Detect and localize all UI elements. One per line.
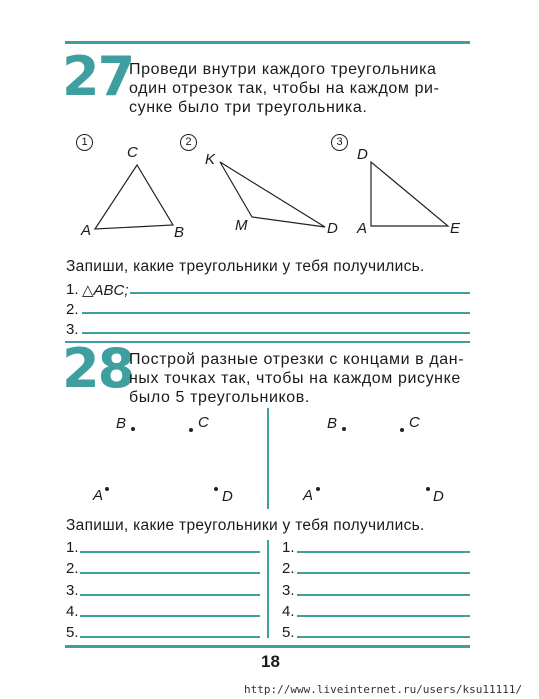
task-27-answer-2-number: 2. <box>66 301 79 318</box>
task-28-answer-heading: Запиши, какие треугольники у тебя получились. <box>66 517 425 534</box>
figure-2-label-k: K <box>205 151 216 168</box>
triangle-dae[interactable] <box>371 162 448 226</box>
right-answer-3-number: 3. <box>282 582 295 599</box>
task-27-text-line-3: сунке было три треугольника. <box>129 99 368 116</box>
right-answer-3-line[interactable] <box>297 594 470 596</box>
figure-2-marker: 2 <box>180 134 197 151</box>
right-point-c[interactable] <box>400 428 404 432</box>
figure-1-label-c: C <box>127 144 138 161</box>
left-answer-3-line[interactable] <box>80 594 260 596</box>
left-point-a[interactable] <box>105 487 109 491</box>
left-point-a-label: A <box>93 487 104 504</box>
right-point-a[interactable] <box>316 487 320 491</box>
task-27-text-line-1: Проведи внутри каждого треугольника <box>129 61 437 78</box>
figure-1-label-b: B <box>174 224 185 241</box>
right-answer-1-number: 1. <box>282 539 295 556</box>
task-27-answer-1-line[interactable] <box>130 292 470 294</box>
page-number: 18 <box>261 652 280 671</box>
watermark-url: http://www.liveinternet.ru/users/ksu11111/ <box>244 683 523 696</box>
task-27-answer-1-number: 1. <box>66 281 79 298</box>
left-point-c[interactable] <box>189 428 193 432</box>
left-answer-1-number: 1. <box>66 539 79 556</box>
task-28-text-line-1: Построй разные отрезки с концами в дан- <box>129 351 465 368</box>
right-answer-2-number: 2. <box>282 560 295 577</box>
left-answer-2-line[interactable] <box>80 572 260 574</box>
task-27-number: 27 <box>62 45 134 108</box>
bottom-rule <box>65 645 470 648</box>
right-point-b[interactable] <box>342 427 346 431</box>
left-point-c-label: C <box>198 414 209 431</box>
figure-1-marker: 1 <box>76 134 93 151</box>
figure-3-label-a: A <box>357 220 368 237</box>
left-answer-3-number: 3. <box>66 582 79 599</box>
task-27-answer-3-number: 3. <box>66 321 79 338</box>
task-27-text-line-2: один отрезок так, чтобы на каждом ри- <box>129 80 440 97</box>
left-answer-5-number: 5. <box>66 624 79 641</box>
left-point-b-label: B <box>116 415 127 432</box>
left-answer-4-line[interactable] <box>80 615 260 617</box>
figure-3-marker: 3 <box>331 134 348 151</box>
figure-3-label-e: E <box>450 220 461 237</box>
left-answer-5-line[interactable] <box>80 636 260 638</box>
task-28-text-line-2: ных точках так, чтобы на каждом рисунке <box>129 370 461 387</box>
left-point-d[interactable] <box>214 487 218 491</box>
task-27-answer-3-line[interactable] <box>82 332 470 334</box>
right-answer-4-line[interactable] <box>297 615 470 617</box>
left-answer-1-line[interactable] <box>80 551 260 553</box>
left-answer-4-number: 4. <box>66 603 79 620</box>
right-answer-2-line[interactable] <box>297 572 470 574</box>
left-point-b[interactable] <box>131 427 135 431</box>
answers-divider <box>267 540 269 638</box>
right-point-d-label: D <box>433 488 444 505</box>
right-answer-1-line[interactable] <box>297 551 470 553</box>
task-28-text-line-3: было 5 треугольников. <box>129 389 310 406</box>
task-28-number: 28 <box>62 337 134 400</box>
triangle-abc[interactable] <box>95 165 173 229</box>
right-point-b-label: B <box>327 415 338 432</box>
task-27-answer-1-prefilled: △ABC; <box>82 282 129 299</box>
right-answer-4-number: 4. <box>282 603 295 620</box>
right-answer-5-line[interactable] <box>297 636 470 638</box>
task-27-answer-2-line[interactable] <box>82 312 470 314</box>
right-point-c-label: C <box>409 414 420 431</box>
figure-3-label-d: D <box>357 146 368 163</box>
right-answer-5-number: 5. <box>282 624 295 641</box>
figure-2-label-d: D <box>327 220 338 237</box>
right-point-d[interactable] <box>426 487 430 491</box>
left-point-d-label: D <box>222 488 233 505</box>
figure-2-label-m: M <box>235 217 248 234</box>
vertical-divider <box>267 408 269 509</box>
right-point-a-label: A <box>303 487 314 504</box>
left-answer-2-number: 2. <box>66 560 79 577</box>
task-27-answer-heading: Запиши, какие треугольники у тебя получились. <box>66 258 425 275</box>
figure-1-label-a: A <box>81 222 92 239</box>
